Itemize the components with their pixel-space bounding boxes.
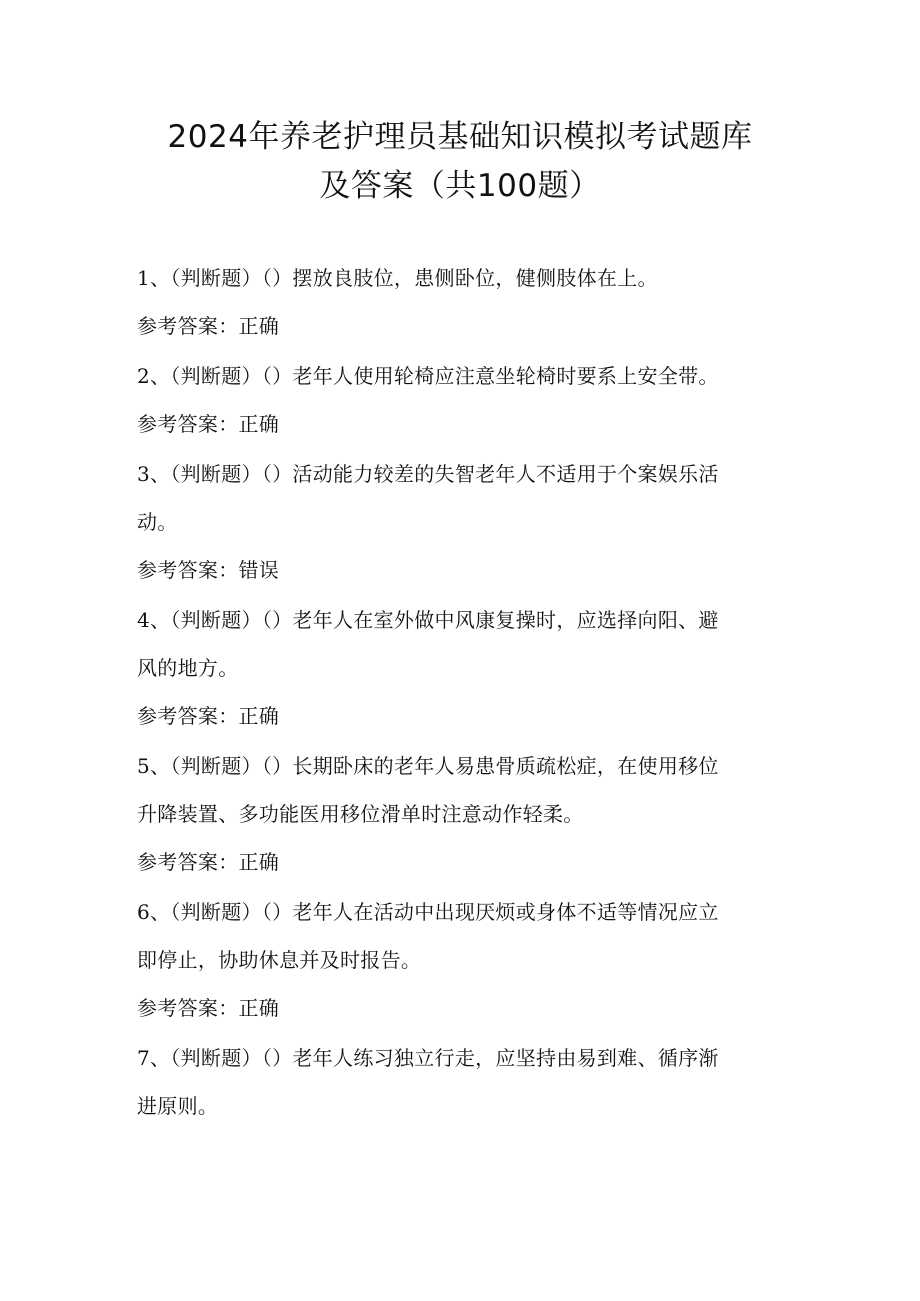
question-list bbox=[137, 254, 787, 1130]
question-text-continued: 风的地方。 bbox=[137, 656, 239, 680]
document-title bbox=[110, 113, 810, 211]
answer-text: 参考答案：错误 bbox=[137, 558, 280, 582]
question-text: 5、（判断题）（）长期卧床的老年人易患骨质疏松症，在使用移位 bbox=[137, 754, 719, 778]
question-text: 4、（判断题）（）老年人在室外做中风康复操时，应选择向阳、避 bbox=[137, 608, 719, 632]
question-text-continued: 动。 bbox=[137, 510, 178, 534]
question-text-continued: 升降装置、多功能医用移位滑单时注意动作轻柔。 bbox=[137, 802, 584, 826]
question-text: 6、（判断题）（）老年人在活动中出现厌烦或身体不适等情况应立 bbox=[137, 900, 719, 924]
document-title-line-1: 2024年养老护理员基础知识模拟考试题库 bbox=[167, 119, 753, 155]
question-item-5 bbox=[137, 742, 787, 886]
question-item-2 bbox=[137, 352, 787, 448]
question-text: 7、（判断题）（）老年人练习独立行走，应坚持由易到难、循序渐 bbox=[137, 1046, 719, 1070]
answer-text: 参考答案：正确 bbox=[137, 314, 280, 338]
document-title-line-2: 及答案（共100题） bbox=[319, 168, 601, 204]
answer-text: 参考答案：正确 bbox=[137, 412, 280, 436]
question-text-continued: 即停止，协助休息并及时报告。 bbox=[137, 948, 422, 972]
answer-text: 参考答案：正确 bbox=[137, 850, 280, 874]
question-text-continued: 进原则。 bbox=[137, 1094, 219, 1118]
question-item-4 bbox=[137, 596, 787, 740]
answer-text: 参考答案：正确 bbox=[137, 996, 280, 1020]
answer-text: 参考答案：正确 bbox=[137, 704, 280, 728]
question-item-7 bbox=[137, 1034, 787, 1130]
question-text: 3、（判断题）（）活动能力较差的失智老年人不适用于个案娱乐活 bbox=[137, 462, 719, 486]
question-item-6 bbox=[137, 888, 787, 1032]
question-text: 1、（判断题）（）摆放良肢位，患侧卧位，健侧肢体在上。 bbox=[137, 266, 658, 290]
question-item-1 bbox=[137, 254, 787, 350]
question-item-3 bbox=[137, 450, 787, 594]
question-text: 2、（判断题）（）老年人使用轮椅应注意坐轮椅时要系上安全带。 bbox=[137, 364, 719, 388]
